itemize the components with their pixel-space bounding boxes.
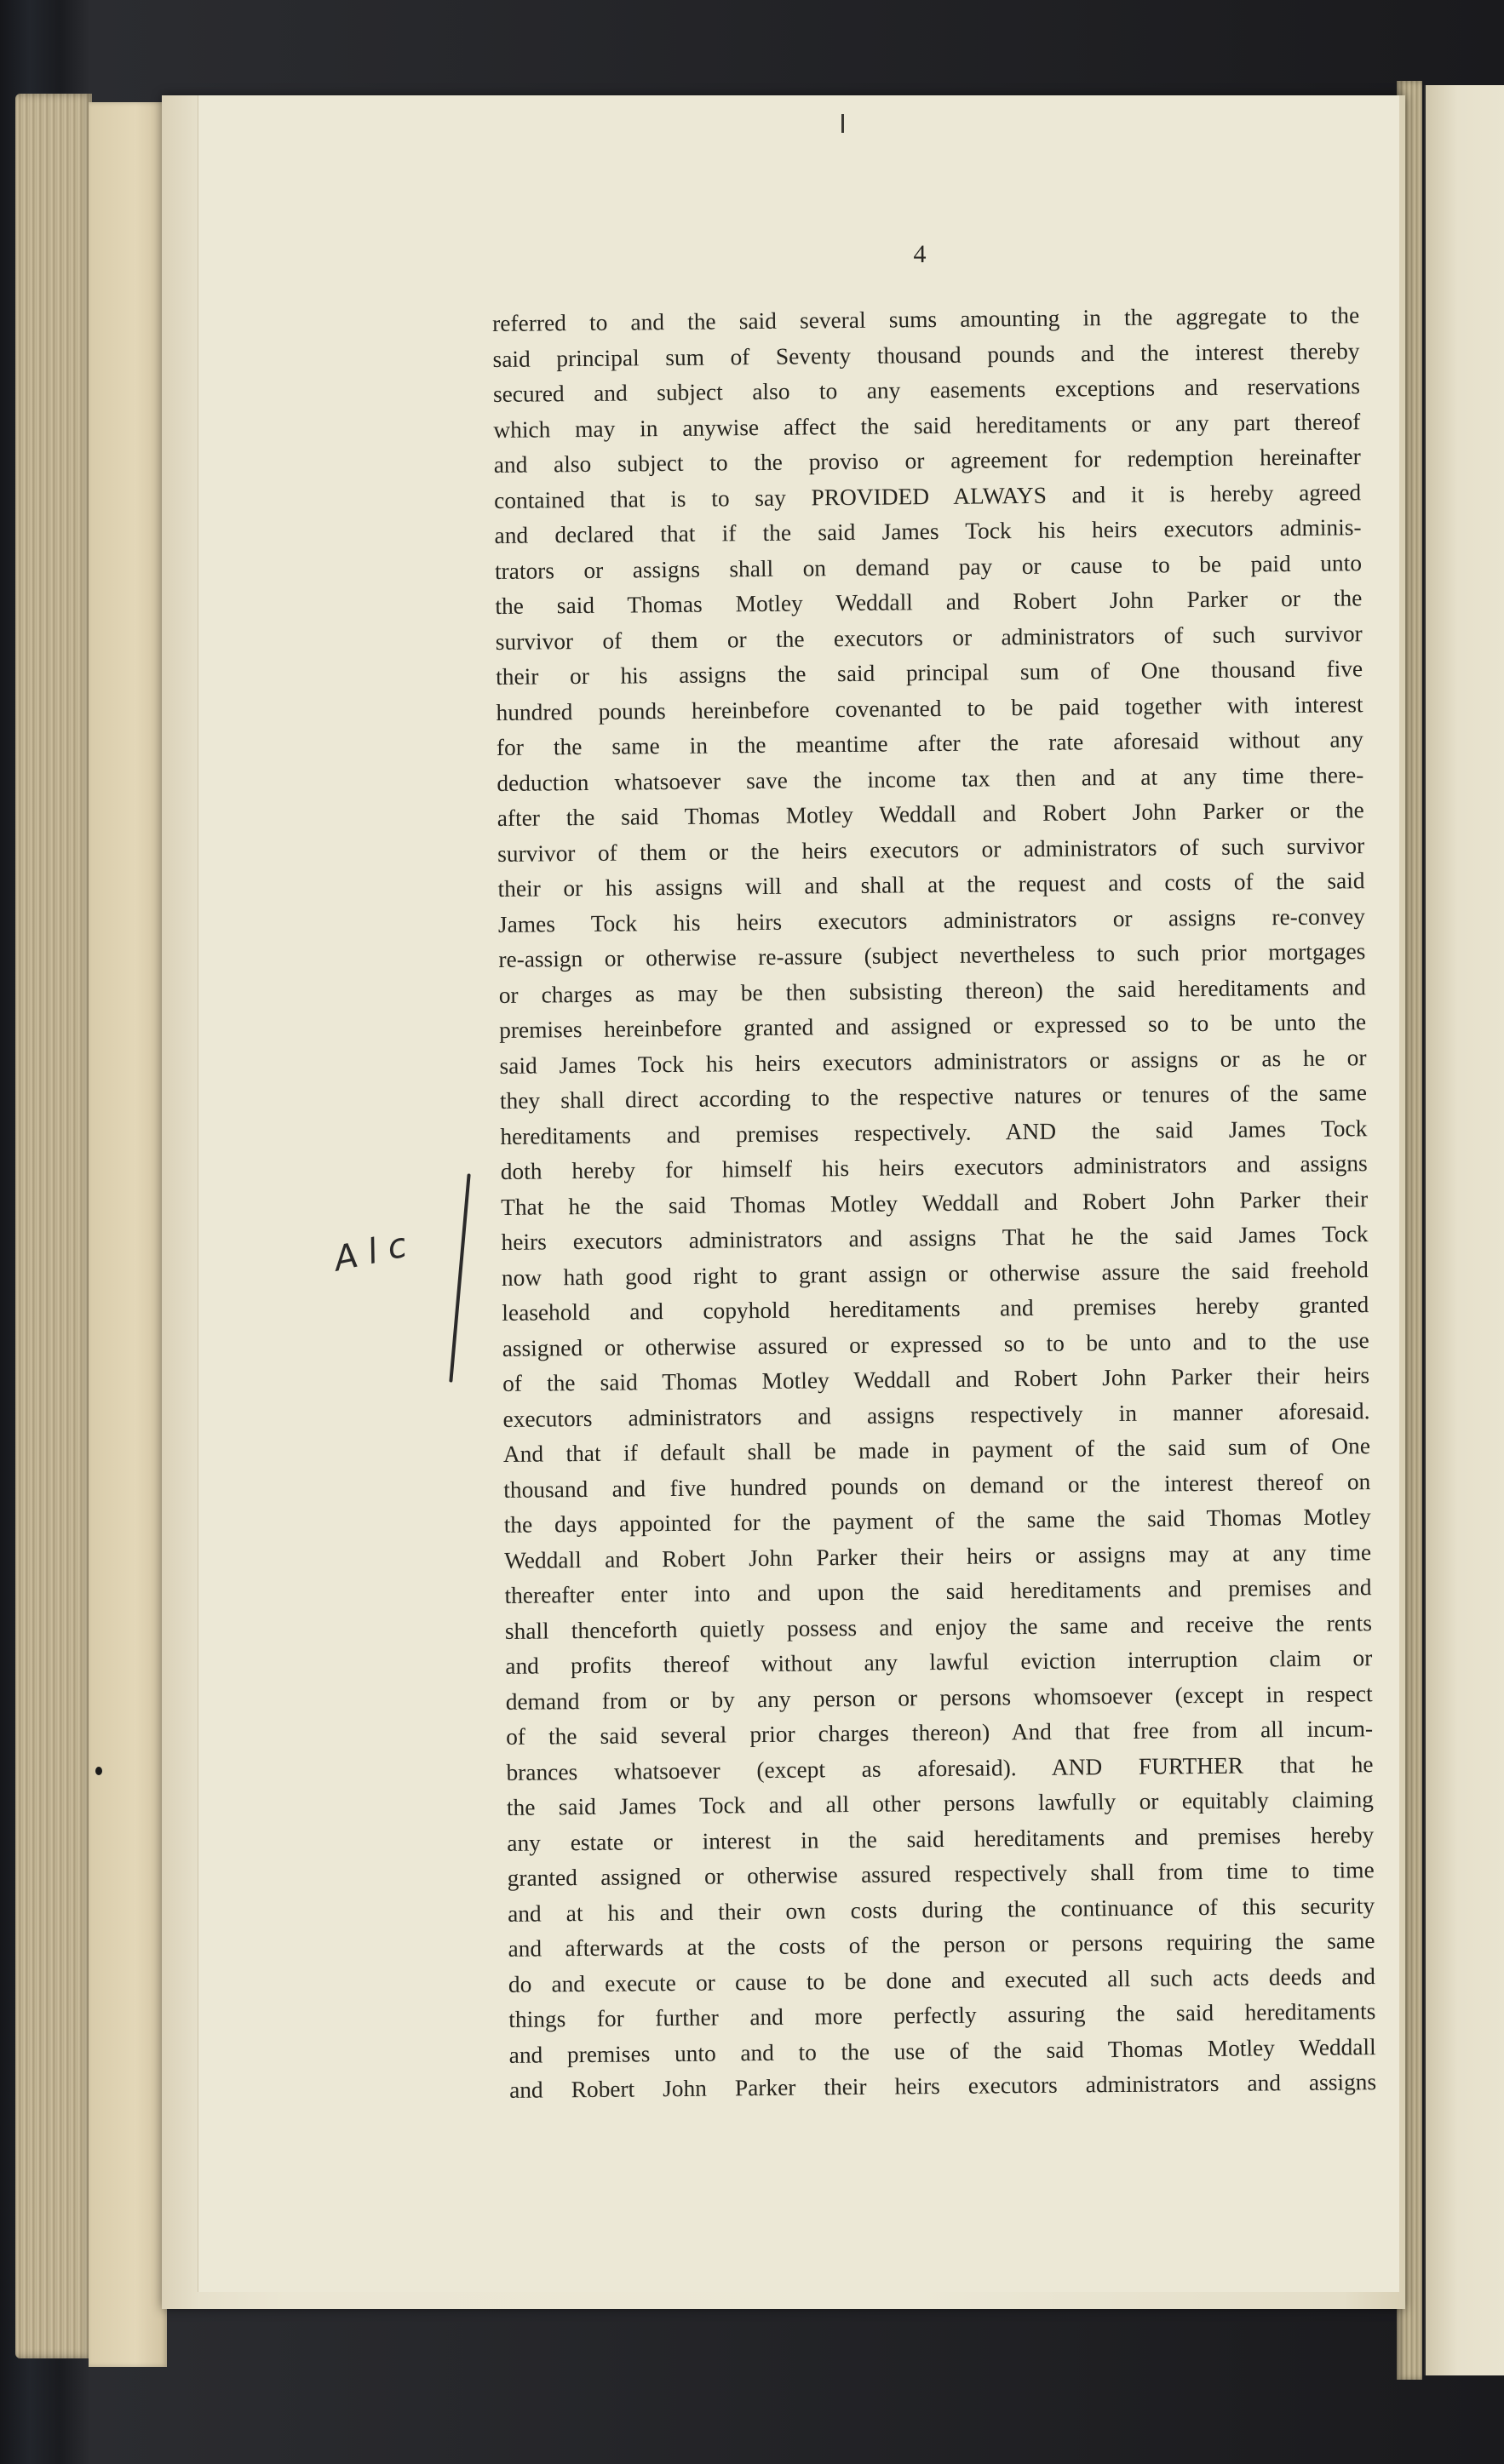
text-line: doth hereby for himself his heirs executors administrators and assigns [500, 1150, 1368, 1184]
text-line: Weddall and Robert John Parker their heirs or assigns may at any time [503, 1539, 1372, 1573]
text-line: survivor of them or the executors or administrators of such survivor [495, 620, 1363, 655]
text-line: deduction whatsoever save the income tax then and at any time there- [497, 761, 1364, 796]
text-line: of the said Thomas Motley Weddall and Robert John Parker their heirs [502, 1362, 1370, 1396]
text-line: now hath good right to grant assign or otherwise assure the said freehold [501, 1256, 1369, 1291]
text-line: heirs executors administrators and assigns That he the said James Tock [501, 1221, 1369, 1255]
text-line: James Tock his heirs executors administrators or assigns re-convey [497, 903, 1366, 937]
text-line: re-assign or otherwise re-assure (subject nevertheless to such prior mortgages [498, 938, 1366, 972]
text-line: their or his assigns will and shall at the request and costs of the said [497, 868, 1365, 902]
text-line: hereditaments and premises respectively. AND the said James Tock [500, 1115, 1368, 1149]
text-line: of the said several prior charges thereon) And that free from all incum- [505, 1716, 1374, 1750]
text-line: which may in anywise affect the said hereditaments or any part thereof [493, 408, 1361, 443]
text-line: the said Thomas Motley Weddall and Robert John Parker or the [495, 585, 1363, 619]
text-line: for the same in the meantime after the rate aforesaid without any [496, 726, 1364, 760]
facing-page [1424, 85, 1504, 2375]
text-line: executors administrators and assigns respectively in manner aforesaid. [502, 1397, 1370, 1432]
text-line: and profits thereof without any lawful eviction interruption claim or [505, 1645, 1373, 1679]
binding-mark [95, 1767, 102, 1775]
text-line: thousand and five hundred pounds on demand or the interest thereof on [503, 1468, 1371, 1503]
text-line: their or his assigns the said principal sum of One thousand five [496, 656, 1363, 690]
text-line: thereafter enter into and upon the said hereditaments and premises and [504, 1574, 1372, 1608]
text-line: any estate or interest in the said hereditaments and premises hereby [507, 1821, 1375, 1856]
left-page-edges-inner [89, 102, 167, 2367]
text-line: contained that is to say PROVIDED ALWAYS and it is hereby agreed [494, 478, 1362, 513]
text-line: That he the said Thomas Motley Weddall and Robert John Parker their [501, 1185, 1369, 1220]
text-line: or charges as may be then subsisting thereon) the said hereditaments and [498, 973, 1366, 1008]
text-line: trators or assigns shall on demand pay or cause to be paid unto [494, 549, 1363, 584]
text-line: and afterwards at the costs of the person or persons requiring the same [508, 1928, 1375, 1962]
text-line: after the said Thomas Motley Weddall and Robert John Parker or the [497, 797, 1364, 831]
text-line: hundred pounds hereinbefore covenanted to be paid together with interest [496, 690, 1363, 725]
text-line: and at his and their own costs during the continuance of this security [507, 1892, 1375, 1927]
text-line: said principal sum of Seventy thousand pounds and the interest thereby [492, 337, 1360, 372]
text-line: and Robert John Parker their heirs executors administrators and assigns [508, 2069, 1377, 2103]
text-line: they shall direct according to the respective natures or tenures of the same [499, 1080, 1368, 1114]
handwritten-marginal-note: A l c [330, 1225, 410, 1280]
text-line: demand from or by any person or persons whomsoever (except in respect [505, 1680, 1373, 1715]
text-line: and declared that if the said James Tock his heirs executors adminis- [494, 514, 1362, 548]
page-number: 4 [913, 240, 927, 268]
text-line: and premises unto and to the use of the said Thomas Motley Weddall [508, 2033, 1376, 2068]
text-line: secured and subject also to any easements exceptions and reservations [492, 373, 1361, 407]
text-line: premises hereinbefore granted and assigned or expressed so to be unto the [499, 1009, 1367, 1043]
document-body-text [492, 298, 1376, 2108]
text-line: And that if default shall be made in payment of the said sum of One [502, 1433, 1371, 1467]
text-line: and also subject to the proviso or agreement for redemption hereinafter [493, 444, 1361, 478]
text-line: brances whatsoever (except as aforesaid). AND FURTHER that he [506, 1751, 1374, 1785]
text-line: granted assigned or otherwise assured respectively shall from time to time [507, 1857, 1375, 1891]
text-line: referred to and the said several sums amounting in the aggregate to the [492, 302, 1360, 336]
text-line: the days appointed for the payment of the same the said Thomas Motley [503, 1504, 1371, 1538]
text-line: survivor of them or the heirs executors or administrators of such survivor [497, 832, 1365, 867]
text-line: things for further and more perfectly assuring the said hereditaments [508, 1998, 1376, 2032]
text-line: leasehold and copyhold hereditaments and premises hereby granted [502, 1292, 1369, 1326]
text-line: do and execute or cause to be done and executed all such acts deeds and [508, 1963, 1376, 1997]
text-line: shall thenceforth quietly possess and enjoy the same and receive the rents [504, 1609, 1373, 1644]
text-line: assigned or otherwise assured or expressed so to be unto and to the use [502, 1327, 1369, 1361]
text-line: said James Tock his heirs executors administrators or assigns or as he or [499, 1044, 1367, 1079]
left-page-edges [15, 94, 92, 2358]
text-line: the said James Tock and all other persons lawfully or equitably claiming [506, 1786, 1375, 1820]
stray-ink-mark [841, 114, 844, 133]
